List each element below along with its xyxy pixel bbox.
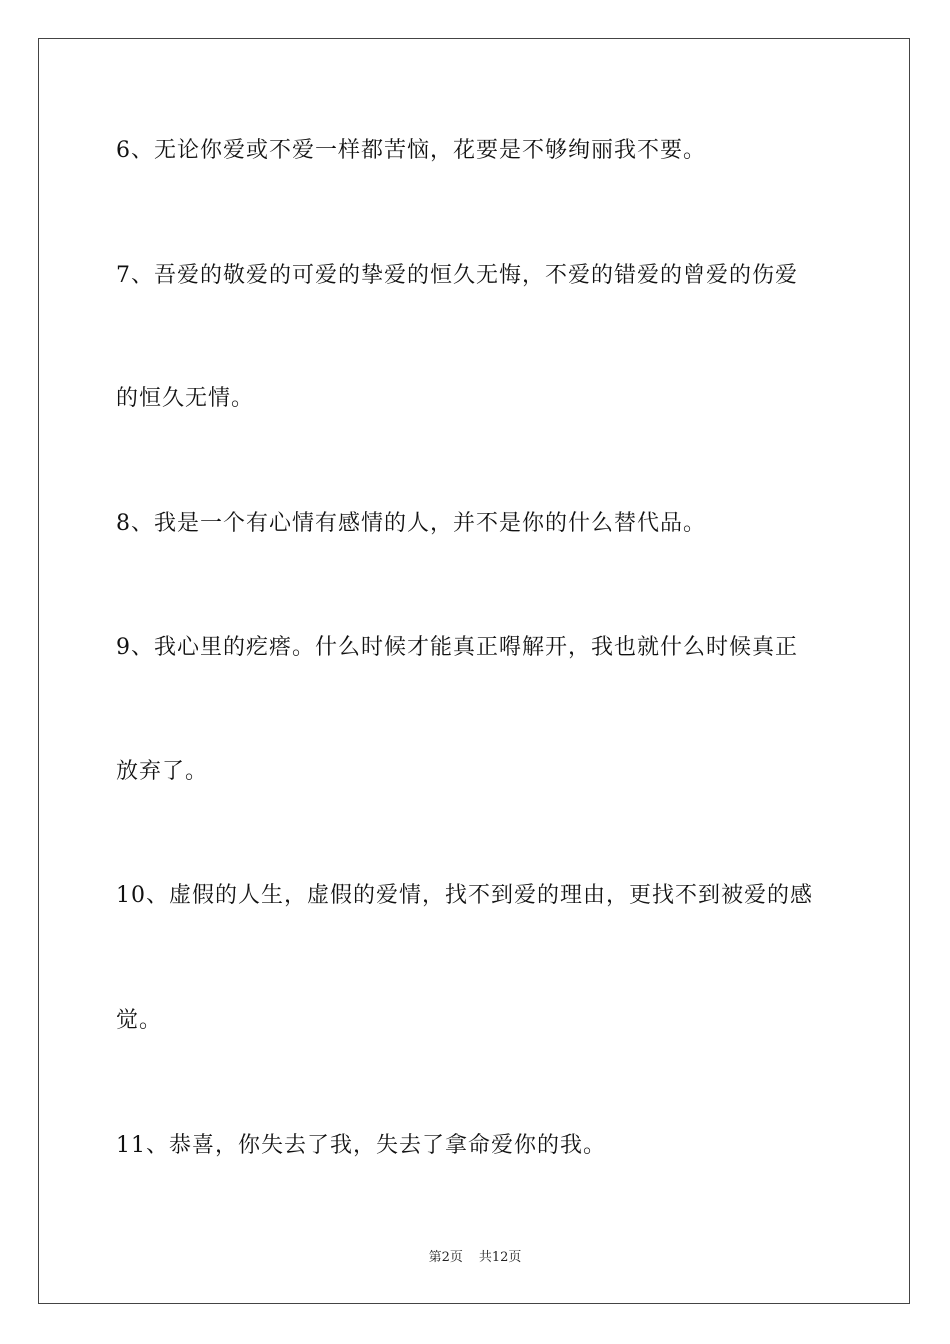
text-line-8: 8、我是一个有心情有感情的人，并不是你的什么替代品。 <box>116 511 706 536</box>
page-footer <box>0 1246 950 1265</box>
text-line-10b: 觉。 <box>116 1008 163 1033</box>
text-line-9b: 放弃了。 <box>116 759 209 784</box>
text-line-6: 6、无论你爱或不爱一样都苦恼，花要是不够绚丽我不要。 <box>116 138 706 163</box>
text-line-7a: 7、吾爱的敬爱的可爱的挚爱的恒久无悔，不爱的错爱的曾爱的伤爱 <box>116 263 798 288</box>
page-number: 第2页 <box>428 1250 463 1265</box>
text-line-7b: 的恒久无情。 <box>116 386 255 411</box>
page-frame <box>38 38 910 1304</box>
text-line-9a: 9、我心里的疙瘩。什么时候才能真正嘚解开，我也就什么时候真正 <box>116 635 798 660</box>
text-line-10a: 10、虚假的人生，虚假的爱情，找不到爱的理由，更找不到被爱的感 <box>116 883 813 908</box>
text-line-11: 11、恭喜，你失去了我，失去了拿命爱你的我。 <box>116 1133 606 1158</box>
page-total: 共12页 <box>478 1250 522 1265</box>
